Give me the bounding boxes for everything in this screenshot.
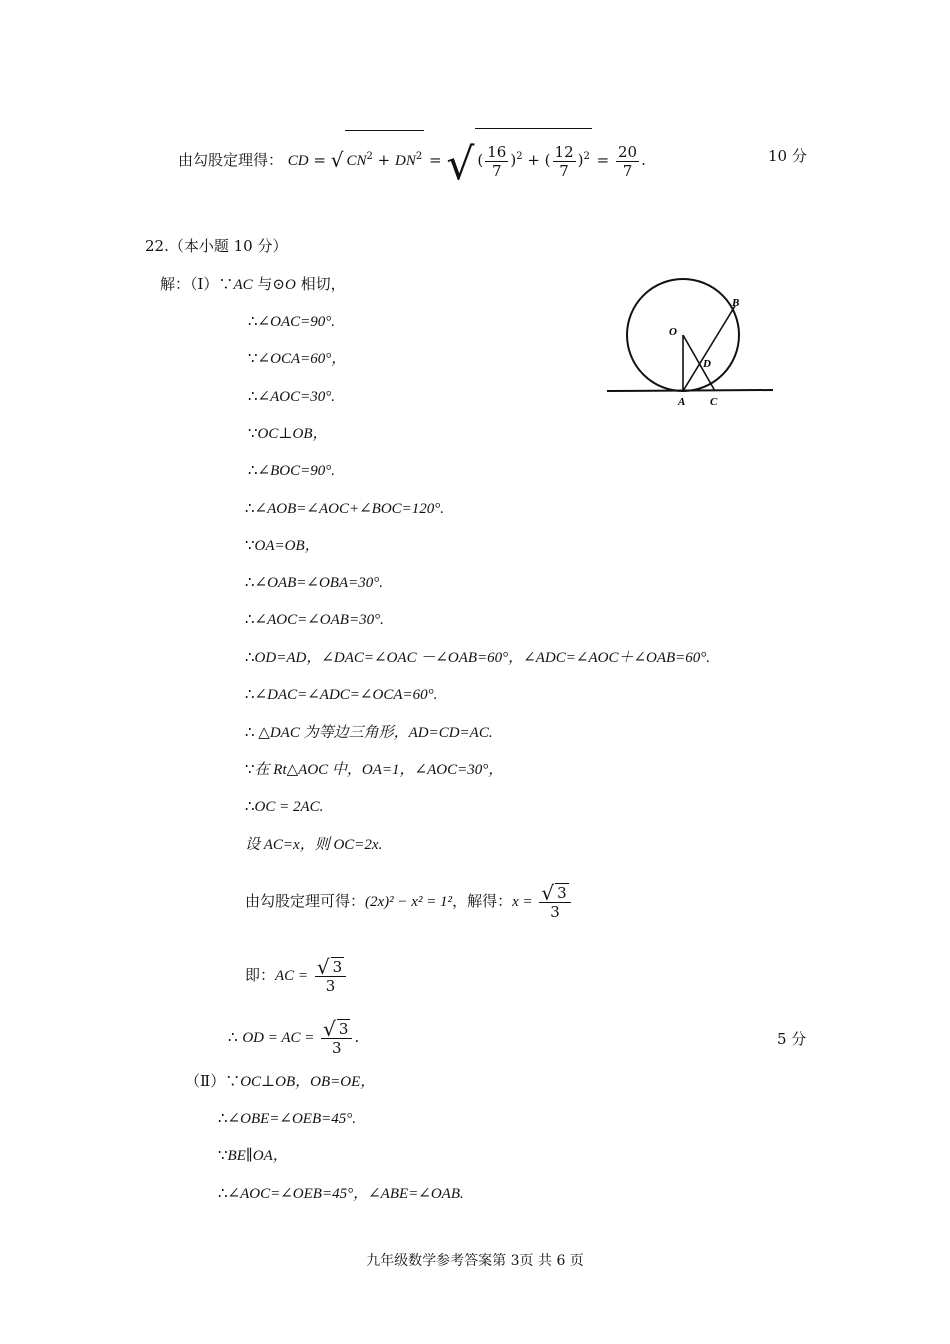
proof-line: [245, 759, 503, 780]
part1-prefix: 解：（Ⅰ）∵: [160, 275, 234, 293]
den3: 3: [332, 1039, 342, 1057]
proof-line: [245, 498, 444, 519]
label-o: O: [669, 326, 677, 338]
ac-result-line: 即：AC = $\frac{√ 3}{3}$: [245, 950, 348, 1001]
den3: 3: [325, 977, 336, 995]
ac-var: AC: [233, 277, 253, 293]
cd-var: CD: [287, 153, 309, 169]
proof-sym: ∵: [248, 349, 258, 367]
proof-expr: ∠AOB=∠AOC+∠BOC=120°.: [254, 501, 445, 517]
sqrt3: 3: [332, 958, 343, 976]
proof-expr: OD=AD，∠DAC=∠OAC －∠OAB=60°，∠ADC=∠AOC＋∠OAB=60°.: [254, 650, 711, 666]
proof-line: [245, 535, 320, 556]
proof-line: [245, 796, 323, 817]
proof-expr: 设 AC=x，则 OC=2x.: [245, 837, 383, 853]
x-eq: x =: [512, 894, 533, 910]
dn-term: DN: [395, 153, 416, 169]
label-c: C: [710, 396, 718, 408]
proof-expr: OA=OB，: [254, 538, 320, 554]
proof-expr: OC⊥OB，OB=OE，: [240, 1074, 376, 1090]
proof-sym: ∴: [245, 797, 255, 815]
proof-expr: ∠OAB=∠OBA=30°.: [254, 575, 383, 591]
ji-prefix: 即：: [245, 966, 276, 984]
proof-expr: OC⊥OB，: [257, 426, 328, 442]
circle-tangent-diagram: [605, 278, 780, 413]
tangent-text: 与⊙: [252, 275, 285, 293]
part2-line: [218, 1145, 288, 1166]
od-eq: OD = AC =: [242, 1030, 315, 1046]
proof-expr: ∠OAC=90°.: [257, 314, 335, 330]
part1-line-1: [160, 274, 346, 295]
part2-line: [185, 1071, 375, 1092]
score-10: 10 分: [768, 147, 807, 165]
proof-line: [245, 722, 493, 743]
pythagoras-equation: 由勾股定理可得：(2x)² − x² = 1²，解得：x = $\frac{√ 3}{3}$: [245, 876, 573, 927]
q22-title: 22.（本小题 10 分）: [145, 237, 288, 255]
proof-sym: ∴: [248, 312, 258, 330]
proof-expr: ∠AOC=30°.: [257, 389, 335, 405]
tangent-line: [607, 390, 773, 391]
den3: 3: [550, 903, 560, 921]
pyth-expr: (2x)² − x² = 1²: [365, 894, 453, 910]
od-result-line: ∴ OD = AC = $\frac{√ 3}{3}$ .: [228, 1017, 360, 1057]
cn-term: CN: [346, 153, 367, 169]
proof-line: [248, 423, 328, 444]
tangent-end: 相切，: [295, 275, 346, 293]
proof-line: [245, 834, 382, 855]
part2-line: [218, 1108, 356, 1129]
proof-sym: ∴: [245, 685, 255, 703]
label-d: D: [703, 358, 711, 370]
frac1-den: 7: [492, 161, 502, 180]
proof-line: [248, 348, 346, 369]
proof-sym: ∴: [245, 573, 255, 591]
frac2-num: 12: [554, 142, 574, 161]
proof-sym: ∴: [248, 387, 258, 405]
proof-expr: ∠AOC=∠OEB=45°，∠ABE=∠OAB.: [227, 1186, 464, 1202]
proof-sym: ∵: [248, 424, 258, 442]
frac1-num: 16: [487, 142, 507, 161]
proof-sym: （Ⅱ）∵: [185, 1072, 241, 1090]
proof-sym: ∴: [248, 461, 258, 479]
o-var: O: [284, 277, 296, 293]
part2-line: [218, 1183, 464, 1204]
proof-sym: ∵: [245, 760, 255, 778]
proof-sym: ∴: [245, 723, 255, 741]
result-den: 7: [622, 161, 633, 180]
proof-expr: ∠DAC=∠ADC=∠OCA=60°.: [254, 687, 438, 703]
pyth-prefix: 由勾股定理可得：: [245, 892, 366, 910]
ac-eq: AC =: [275, 968, 309, 984]
proof-expr: ∠AOC=∠OAB=30°.: [254, 612, 384, 628]
proof-sym: ∵: [218, 1146, 228, 1164]
proof-expr: ∠OCA=60°，: [257, 351, 347, 367]
proof-expr: ∠OBE=∠OEB=45°.: [227, 1111, 356, 1127]
cd-prefix: 由勾股定理得：: [178, 151, 284, 169]
proof-expr: △DAC 为等边三角形，AD=CD=AC.: [254, 725, 493, 741]
pyth-mid: ，解得：: [452, 892, 513, 910]
label-b: B: [732, 297, 740, 309]
proof-line: [245, 572, 383, 593]
proof-line: [248, 386, 335, 407]
proof-line: [248, 460, 335, 481]
frac2-den: 7: [559, 161, 569, 180]
proof-line: [248, 311, 335, 332]
proof-sym: ∴: [218, 1109, 228, 1127]
sqrt3: 3: [557, 884, 567, 902]
proof-expr: BE∥OA，: [227, 1148, 288, 1164]
proof-sym: ∴: [245, 499, 255, 517]
proof-expr: OC = 2AC.: [254, 799, 324, 815]
sqrt3: 3: [338, 1020, 349, 1038]
page-footer: 九年级数学参考答案第 3页 共 6 页: [366, 1253, 584, 1269]
proof-sym: ∵: [245, 536, 255, 554]
od-sym: ∴: [228, 1028, 238, 1046]
proof-line: [245, 609, 384, 630]
proof-expr: 在 Rt△AOC 中，OA=1，∠AOC=30°，: [254, 762, 504, 778]
pythagoras-cd-line: 由勾股定理得： CD = √ $CN^2 + DN^2$ = √ ( $\frac{16}{7}$ )$^2$ + ( $\frac{12}{7}$ )$^2$ = $\frac{20}{7}$ .: [178, 128, 646, 191]
proof-line: [245, 647, 710, 668]
proof-sym: ∴: [218, 1184, 228, 1202]
proof-expr: ∠BOC=90°.: [257, 463, 335, 479]
proof-line: [245, 684, 437, 705]
proof-sym: ∴: [245, 610, 255, 628]
score-5: 5 分: [777, 1030, 807, 1048]
period: .: [354, 1028, 360, 1046]
proof-sym: ∴: [245, 648, 255, 666]
label-a: A: [678, 396, 686, 408]
result-num: 20: [617, 142, 638, 161]
